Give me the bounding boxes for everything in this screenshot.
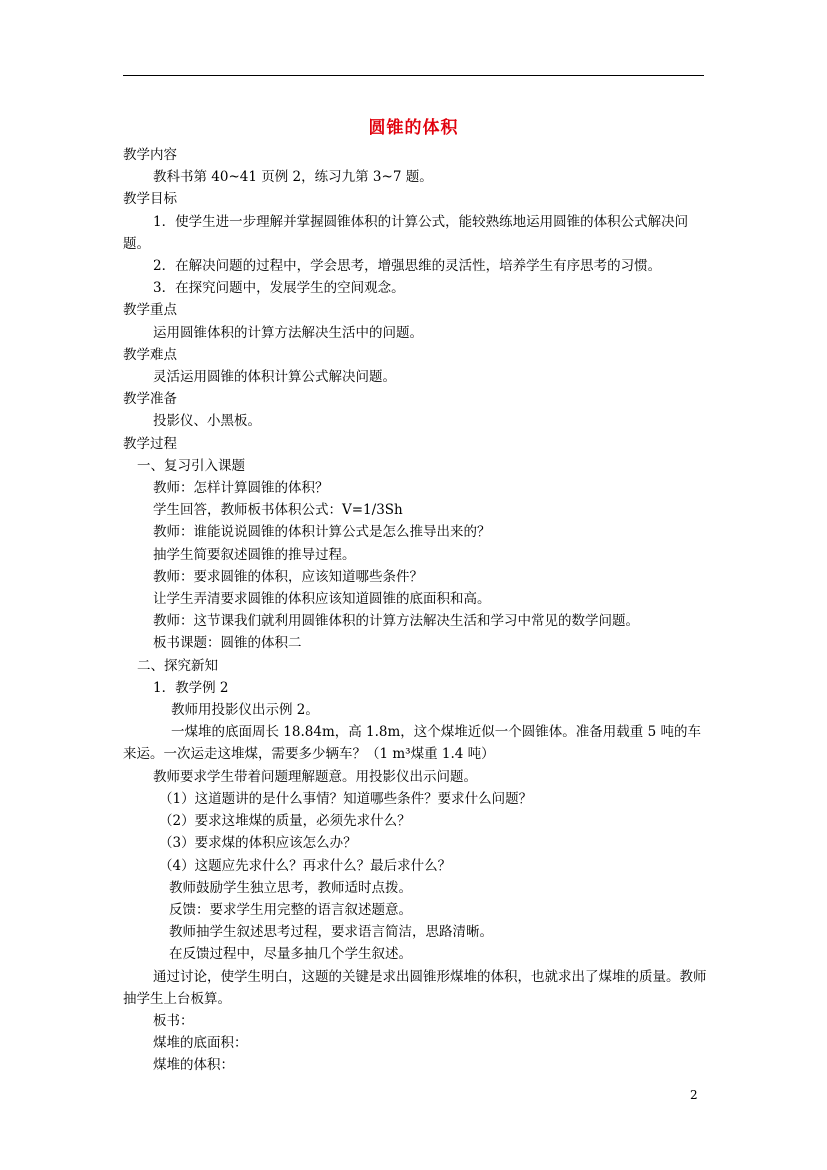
text-line: 教学内容	[123, 147, 177, 163]
text-line: 教学目标	[123, 191, 177, 208]
text-line: 教师：这节课我们就利用圆锥体积的计算方法解决生活和学习中常见的数学问题。	[153, 613, 639, 630]
header-rule	[123, 75, 704, 76]
text-line: 1．教学例 2	[153, 679, 229, 696]
text-line: 教师：怎样计算圆锥的体积？	[153, 480, 329, 497]
text-line: 煤堆的体积：	[153, 1057, 234, 1074]
text-line: （4）这题应先求什么？再求什么？最后求什么？	[159, 857, 452, 874]
text-line: 板书课题：圆锥的体积二	[153, 635, 302, 652]
text-line: 教师鼓励学生独立思考，教师适时点拨。	[169, 879, 412, 896]
text-line: 让学生弄清要求圆锥的体积应该知道圆锥的底面积和高。	[153, 591, 491, 608]
document-body	[123, 144, 707, 1077]
text-line: 学生回答，教师板书体积公式：V=1/3Sh	[153, 502, 403, 519]
text-line: 教学准备	[123, 391, 177, 408]
text-line: 教师用投影仪出示例 2。	[171, 702, 319, 719]
text-line: 运用圆锥体积的计算方法解决生活中的问题。	[153, 324, 423, 341]
text-line: （1）这道题讲的是什么事情？知道哪些条件？要求什么问题？	[159, 790, 533, 807]
text-line: 教师抽学生叙述思考过程，要求语言简洁，思路清晰。	[169, 924, 493, 941]
text-line: 一煤堆的底面周长 18.84m，高 1.8m，这个煤堆近似一个圆锥体。准备用载重 5 吨的车来运。一次运走这堆煤，需要多少辆车？（1 m³煤重 1.4 吨）	[123, 724, 701, 763]
page-number: 2	[690, 1088, 698, 1102]
text-line: 在反馈过程中，尽量多抽几个学生叙述。	[169, 946, 412, 963]
text-line: 1．使学生进一步理解并掌握圆锥体积的计算公式，能较熟练地运用圆锥的体积公式解决问题。	[123, 213, 689, 252]
text-line: 教学重点	[123, 302, 177, 319]
text-line: 3．在探究问题中，发展学生的空间观念。	[153, 280, 405, 297]
document-title: 圆锥的体积	[368, 118, 459, 138]
text-line: 抽学生简要叙述圆锥的推导过程。	[153, 546, 356, 563]
text-line: 板书：	[153, 1012, 194, 1029]
text-line: 教师：要求圆锥的体积，应该知道哪些条件？	[153, 568, 423, 585]
text-line: 教学过程	[123, 435, 177, 452]
text-line: （2）要求这堆煤的质量，必须先求什么？	[159, 813, 411, 830]
text-line: 一、复习引入课题	[137, 457, 245, 474]
text-line: 教学难点	[123, 346, 177, 363]
text-line: 煤堆的底面积：	[153, 1035, 248, 1052]
text-line: 灵活运用圆锥的体积计算公式解决问题。	[153, 369, 396, 386]
text-line: 2．在解决问题的过程中，学会思考，增强思维的灵活性，培养学生有序思考的习惯。	[153, 258, 662, 275]
text-line: 教师要求学生带着问题理解题意。用投影仪出示问题。	[153, 768, 477, 785]
text-line: 教科书第 40~41 页例 2，练习九第 3~7 题。	[153, 169, 433, 186]
text-line: 教师：谁能说说圆锥的体积计算公式是怎么推导出来的？	[153, 524, 491, 541]
text-line: 反馈：要求学生用完整的语言叙述题意。	[169, 901, 412, 918]
text-line: 二、探究新知	[137, 657, 218, 674]
text-line: （3）要求煤的体积应该怎么办？	[159, 835, 357, 852]
text-line: 投影仪、小黑板。	[153, 413, 261, 430]
text-line: 通过讨论，使学生明白，这题的关键是求出圆锥形煤堆的体积，也就求出了煤堆的质量。教师抽学生上台板算。	[123, 968, 707, 1007]
